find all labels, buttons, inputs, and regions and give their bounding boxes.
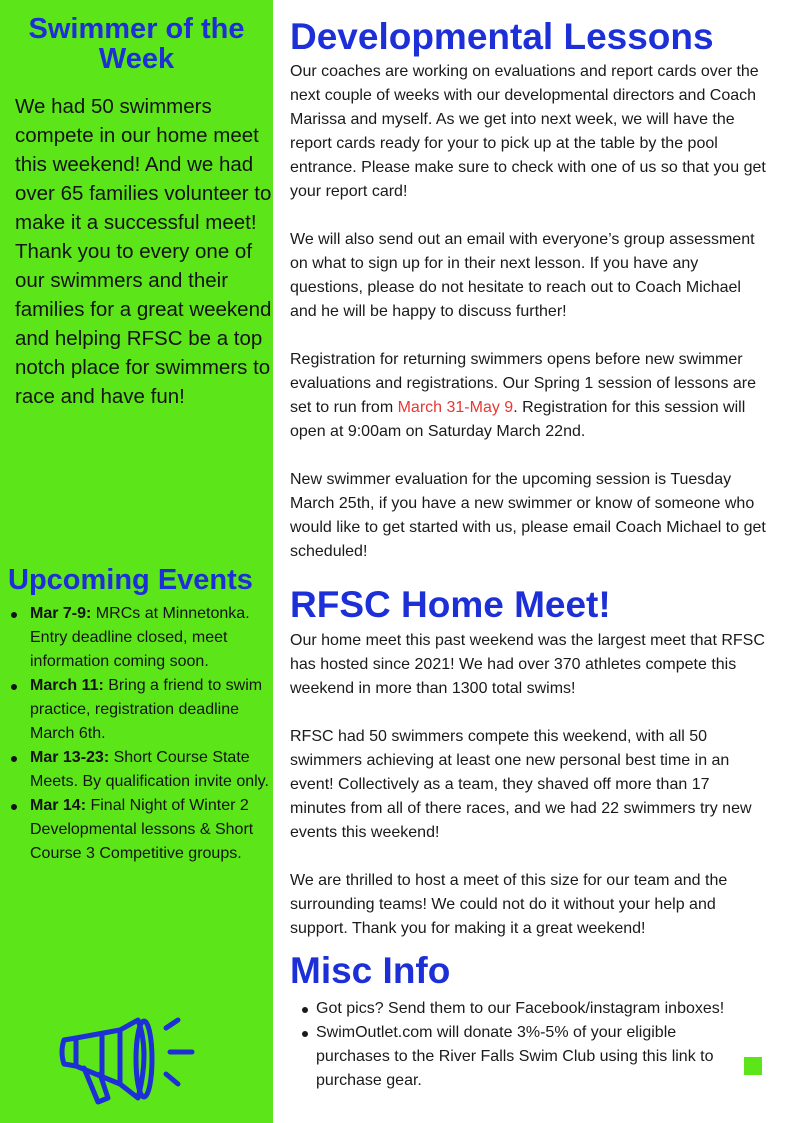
- misc-item: Got pics? Send them to our Facebook/instagram inboxes!: [303, 997, 753, 1021]
- paragraph-text: Registration for returning swimmers opens before new swimmer evaluations and registrations. Our Spring 1 session of lessons are set to run from: [290, 351, 757, 416]
- sidebar: [0, 0, 273, 1123]
- session-dates-highlight: March 31-May 9: [397, 399, 514, 416]
- megaphone-icon: [58, 1012, 202, 1106]
- swimmer-of-week-body: We had 50 swimmers compete in our home meet this weekend! And we had over 65 families volunteer to make it a successful meet! Thank you to every one of our swimmers and their families for a great weekend and helping RFSC be a top notch place for swimmers to race and have fun!: [15, 95, 272, 408]
- event-item: [8, 794, 273, 866]
- swimmer-of-week-title: [0, 14, 273, 74]
- misc-info-list: [303, 997, 753, 1093]
- swimmer-of-week-title-line1: Swimmer of the: [28, 13, 245, 45]
- home-meet-title: RFSC Home Meet!: [290, 584, 611, 625]
- event-text: Final Night of Winter 2 Developmental lessons & Short Course 3 Competitive groups.: [30, 797, 254, 862]
- event-item: [8, 674, 273, 746]
- event-date: March 11:: [30, 677, 104, 694]
- swimmer-of-week-title-line2: Week: [98, 43, 175, 75]
- paragraph: Our home meet this past weekend was the largest meet that RFSC has hosted since 2021! We had over 370 athletes compete this weekend in more than 1300 total swims!: [290, 632, 765, 697]
- event-date: Mar 7-9:: [30, 605, 92, 622]
- event-date: Mar 14:: [30, 797, 87, 814]
- event-item: [8, 746, 273, 794]
- paragraph: Our coaches are working on evaluations and report cards over the next couple of weeks with our developmental directors and Coach Marissa and myself. As we get into next week, we will have the report cards ready for your to pick up at the table by the pool entrance. Please make sure to check with one of us so that you get your report card!: [290, 63, 766, 200]
- paragraph: We are thrilled to host a meet of this size for our team and the surrounding teams! We could not do it without your help and support. Thank you for making it a great weekend!: [290, 872, 728, 937]
- misc-info-title: Misc Info: [290, 950, 451, 991]
- decorative-square: [744, 1057, 762, 1075]
- paragraph: [290, 348, 768, 444]
- upcoming-events-title: Upcoming Events: [8, 564, 253, 596]
- event-date: Mar 13-23:: [30, 749, 110, 766]
- upcoming-events-list: [8, 602, 273, 866]
- event-text: Short Course State Meets. By qualification invite only.: [30, 749, 269, 790]
- event-item: [8, 602, 273, 674]
- paragraph-text: . Registration for this session will open at 9:00am on Saturday March 22nd.: [290, 399, 746, 440]
- paragraph: RFSC had 50 swimmers compete this weekend, with all 50 swimmers achieving at least one new personal best time in an event! Collectively as a team, they shaved off more than 17 minutes from all of there races, and we had 22 swimmers try new events this weekend!: [290, 728, 752, 841]
- paragraph: We will also send out an email with everyone’s group assessment on what to sign up for in their next lesson. If you have any questions, please do not hesitate to reach out to Coach Michael and he will be happy to discuss further!: [290, 231, 755, 320]
- home-meet-body: [290, 629, 768, 941]
- paragraph: New swimmer evaluation for the upcoming session is Tuesday March 25th, if you have a new swimmer or know of someone who would like to get started with us, please email Coach Michael to get scheduled!: [290, 471, 766, 560]
- event-text: MRCs at Minnetonka. Entry deadline closed, meet information coming soon.: [30, 605, 250, 670]
- misc-item: SwimOutlet.com will donate 3%-5% of your eligible purchases to the River Falls Swim Club using this link to purchase gear.: [303, 1021, 753, 1093]
- event-text: Bring a friend to swim practice, registration deadline March 6th.: [30, 677, 263, 742]
- developmental-lessons-title: Developmental Lessons: [290, 16, 714, 57]
- developmental-lessons-body: [290, 60, 768, 564]
